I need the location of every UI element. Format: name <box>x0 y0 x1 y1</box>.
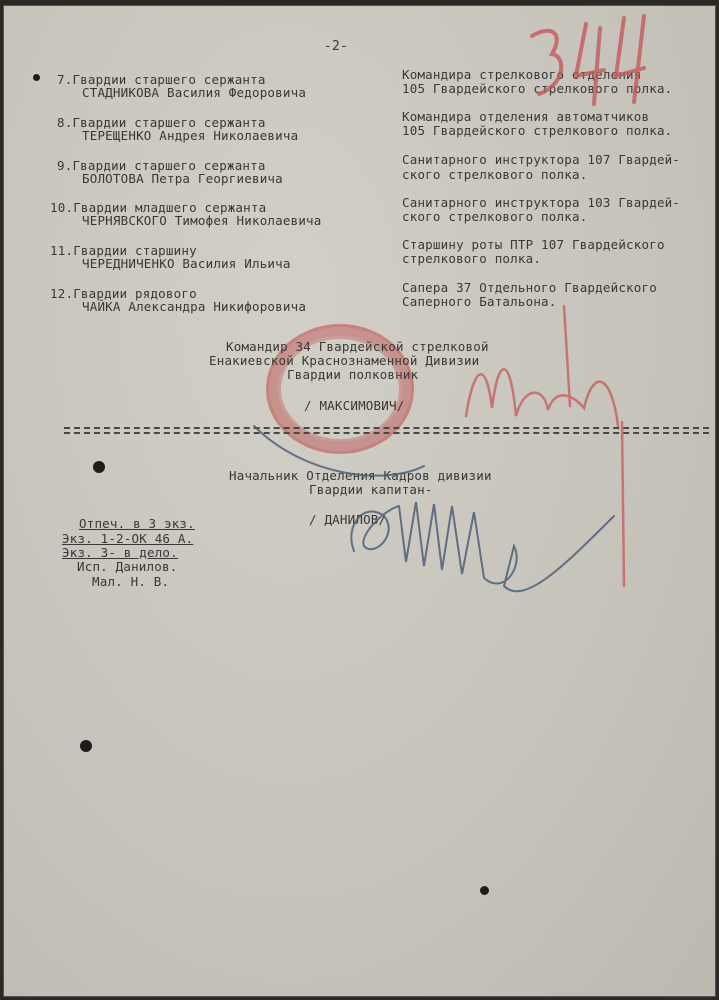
entry-11-position-2: стрелкового полка. <box>402 251 542 266</box>
chief-signature-name: / ДАНИЛОВ/ <box>309 512 387 527</box>
footer-executor: Исп. Данилов. <box>77 559 178 574</box>
commander-signature-name: / МАКСИМОВИЧ/ <box>304 398 405 413</box>
document-page <box>4 6 715 996</box>
commander-line-1: Командир 34 Гвардейской стрелковой <box>226 339 489 354</box>
entry-9-position-2: ского стрелкового полка. <box>402 167 588 182</box>
entry-12-name: ЧАЙКА Александра Никифоровича <box>82 299 307 314</box>
entry-7-name: СТАДНИКОВА Василия Федоровича <box>82 85 307 100</box>
entry-7-position-2: 105 Гвардейского стрелкового полка. <box>402 81 673 96</box>
entry-8-position-2: 105 Гвардейского стрелкового полка. <box>402 123 673 138</box>
entry-9-position-1: Санитарного инструктора 107 Гвардей- <box>402 152 681 167</box>
entry-10-name: ЧЕРНЯВСКОГО Тимофея Николаевича <box>82 213 322 228</box>
handwriting-overlay <box>4 6 715 996</box>
footer-copy-3: Экз. 3- в дело. <box>62 545 178 560</box>
entry-9-rank: 9.Гвардии старшего сержанта <box>57 158 266 173</box>
entry-10-position-2: ского стрелкового полка. <box>402 209 588 224</box>
entry-9-name: БОЛОТОВА Петра Георгиевича <box>82 171 283 186</box>
chief-signature-blue <box>254 426 614 591</box>
entry-8-rank: 8.Гвардии старшего сержанта <box>57 115 266 130</box>
page-number: -2- <box>324 39 349 54</box>
chief-line-1: Начальник Отделения Кадров дивизии <box>229 468 492 483</box>
footer-copies: Отпеч. в 3 экз. <box>79 516 195 531</box>
entry-11-name: ЧЕРЕДНИЧЕНКО Василия Ильича <box>82 256 291 271</box>
entry-11-position-1: Старшину роты ПТР 107 Гвардейского <box>402 237 665 252</box>
entry-8-name: ТЕРЕЩЕНКО Андрея Николаевича <box>82 128 299 143</box>
commander-line-3: Гвардии полковник <box>287 367 419 382</box>
commander-signature-red <box>466 306 624 586</box>
entry-8-position-1: Командира отделения автоматчиков <box>402 109 650 124</box>
entry-12-position-1: Сапера 37 Отдельного Гвардейского <box>402 280 657 295</box>
entry-12-position-2: Саперного Батальона. <box>402 294 557 309</box>
entry-12-rank: 12.Гвардии рядового <box>50 286 197 301</box>
handwritten-number-344 <box>532 16 644 104</box>
commander-line-2: Енакиевской Краснознаменной Дивизии <box>209 353 480 368</box>
footer-typist: Мал. Н. В. <box>92 574 170 589</box>
entry-7-position-1: Командира стрелкового отделения <box>402 67 642 82</box>
chief-line-2: Гвардии капитан- <box>309 482 433 497</box>
entry-10-position-1: Санитарного инструктора 103 Гвардей- <box>402 195 681 210</box>
entry-10-rank: 10.Гвардии младшего сержанта <box>50 200 267 215</box>
footer-copy-1-2: Экз. 1-2-ОК 46 А. <box>62 531 194 546</box>
entry-7-rank: 7.Гвардии старшего сержанта <box>57 72 266 87</box>
entry-11-rank: 11.Гвардии старшину <box>50 243 197 258</box>
